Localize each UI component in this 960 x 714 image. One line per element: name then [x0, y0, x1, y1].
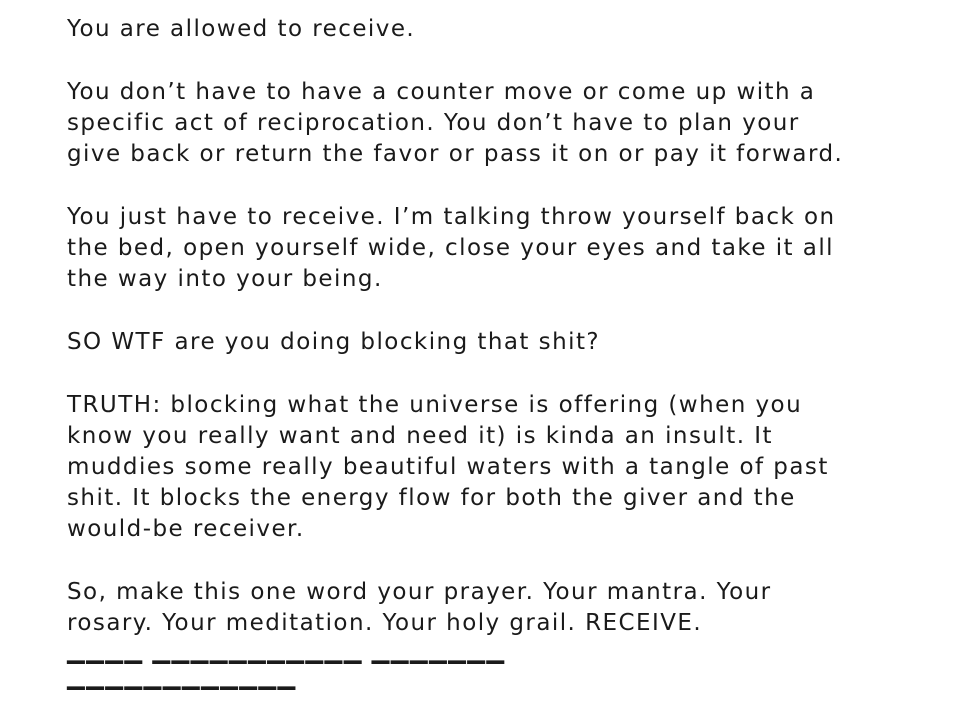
paragraph-5-line-1: TRUTH: blocking what the universe is offering (when you: [67, 392, 803, 418]
paragraph-3-line-1: You just have to receive. I’m talking throw yourself back on: [67, 204, 836, 230]
paragraph-3-line-2: the bed, open yourself wide, close your eyes and take it all: [67, 235, 834, 261]
cut-off-line-tops: ▔▔▔▔ ▔▔▔▔▔▔▔▔▔▔▔ ▔▔▔▔▔▔▔ ▔▔▔▔▔▔▔▔▔▔▔▔: [67, 662, 506, 714]
paragraph-5-line-2: know you really want and need it) is kinda an insult. It: [67, 423, 773, 449]
paragraph-1-line-1: You are allowed to receive.: [67, 16, 416, 42]
paragraph-6-line-1: So, make this one word your prayer. Your mantra. Your: [67, 579, 772, 605]
paragraph-5-line-4: shit. It blocks the energy flow for both the giver and the: [67, 485, 796, 511]
paragraph-2-line-2: specific act of reciprocation. You don’t have to plan your: [67, 110, 800, 136]
paragraph-4-line-1: SO WTF are you doing blocking that shit?: [67, 329, 601, 355]
paragraph-5-line-3: muddies some really beautiful waters with a tangle of past: [67, 454, 829, 480]
paragraph-2-line-3: give back or return the favor or pass it on or pay it forward.: [67, 141, 844, 167]
cut-off-line-fragment: [67, 662, 667, 714]
paragraph-2-line-1: You don’t have to have a counter move or come up with a: [67, 79, 816, 105]
paragraph-5-line-5: would-be receiver.: [67, 516, 305, 542]
paragraph-6-line-2: rosary. Your meditation. Your holy grail. RECEIVE.: [67, 610, 703, 636]
paragraph-3-line-3: the way into your being.: [67, 266, 383, 292]
